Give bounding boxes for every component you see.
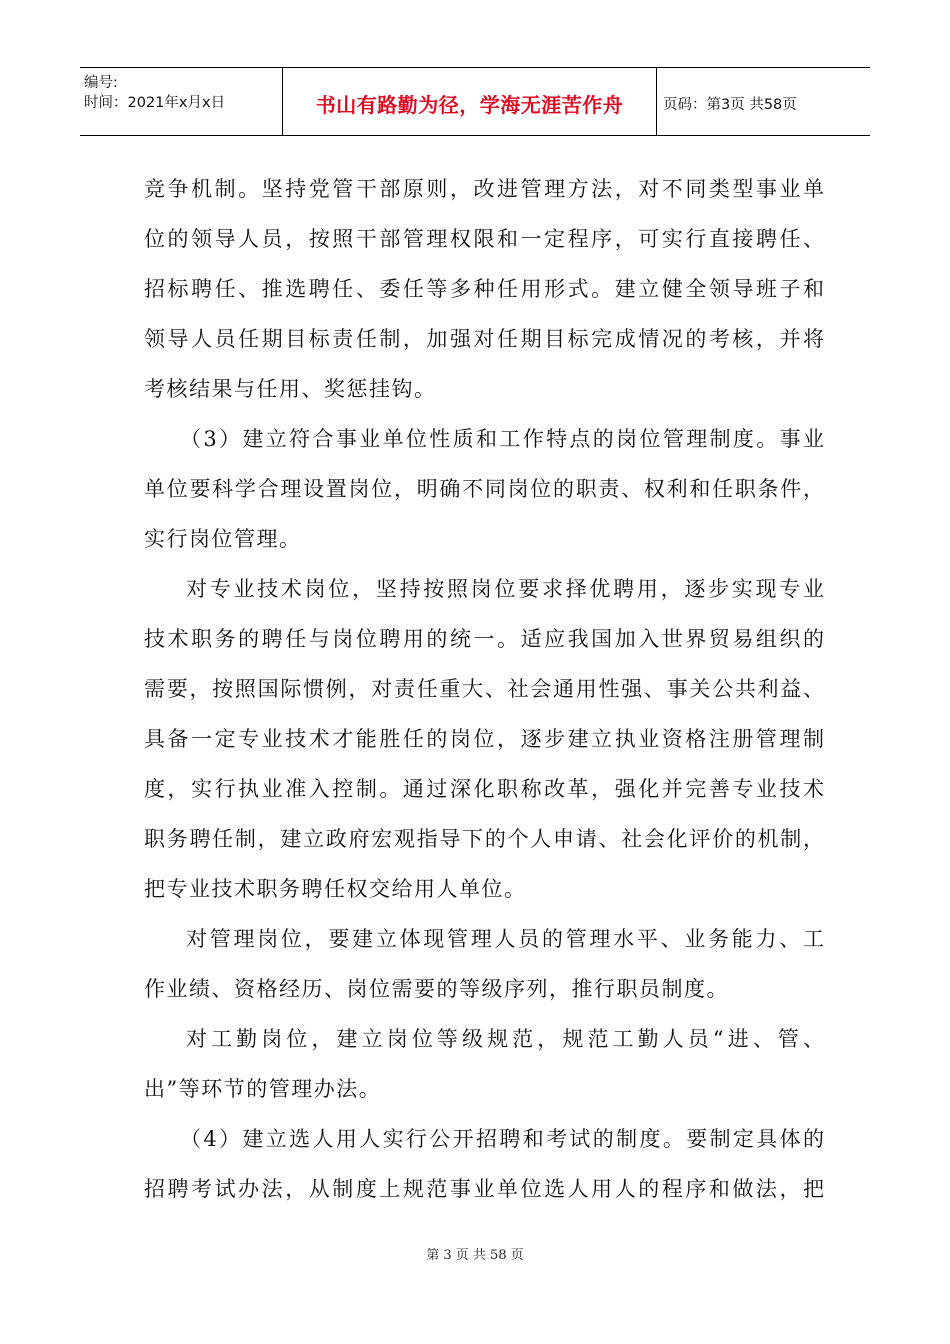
body-line: 作业绩、资格经历、岗位需要的等级序列，推行职员制度。 [144, 977, 729, 1001]
document-body [144, 164, 824, 1214]
document-date-label: 时间：2021年x月x日 [84, 95, 226, 111]
body-line: 招聘考试办法，从制度上规范事业单位选人用人的程序和做法，把 [144, 1177, 824, 1201]
header-meta-cell [80, 68, 283, 135]
document-number-label: 编号: [84, 75, 118, 91]
body-line: 单位要科学合理设置岗位，明确不同岗位的职责、权利和任职条件， [144, 477, 824, 501]
body-line: 具备一定专业技术才能胜任的岗位，逐步建立执业资格注册管理制 [144, 727, 824, 751]
body-line: 竞争机制。坚持党管干部原则，改进管理方法，对不同类型事业单 [144, 177, 824, 201]
body-line: 出”等环节的管理办法。 [144, 1077, 382, 1101]
body-line: 招标聘任、推选聘任、委任等多种任用形式。建立健全领导班子和 [144, 277, 824, 301]
page-footer: 第 3 页 共 58 页 [426, 1248, 524, 1263]
body-line: 需要，按照国际惯例，对责任重大、社会通用性强、事关公共利益、 [144, 677, 824, 701]
body-line: 领导人员任期目标责任制，加强对任期目标完成情况的考核，并将 [144, 327, 824, 351]
paragraph-start-line: 对工勤岗位，建立岗位等级规范，规范工勤人员“进、管、 [186, 1027, 824, 1051]
header-page-info: 页码：第3页 共58页 [663, 97, 797, 113]
body-line: 位的领导人员，按照干部管理权限和一定程序，可实行直接聘任、 [144, 227, 824, 251]
body-line: 实行岗位管理。 [144, 527, 302, 551]
body-line: 职务聘任制，建立政府宏观指导下的个人申请、社会化评价的机制， [144, 827, 824, 851]
body-line: 考核结果与任用、奖惩挂钩。 [144, 377, 437, 401]
body-line: 把专业技术职务聘任权交给用人单位。 [144, 877, 527, 901]
paragraph-start-line: 对专业技术岗位，坚持按照岗位要求择优聘用，逐步实现专业 [186, 577, 824, 601]
paragraph-start-line: 对管理岗位，要建立体现管理人员的管理水平、业务能力、工 [186, 927, 824, 951]
body-line: 技术职务的聘任与岗位聘用的统一。适应我国加入世界贸易组织的 [144, 627, 824, 651]
paragraph-start-line: （4）建立选人用人实行公开招聘和考试的制度。要制定具体的 [180, 1127, 824, 1151]
document-header [80, 67, 870, 136]
header-motto: 书山有路勤为径，学海无涯苦作舟 [283, 68, 657, 135]
paragraph-start-line: （3）建立符合事业单位性质和工作特点的岗位管理制度。事业 [180, 427, 824, 451]
body-line: 度，实行执业准入控制。通过深化职称改革，强化并完善专业技术 [144, 777, 824, 801]
